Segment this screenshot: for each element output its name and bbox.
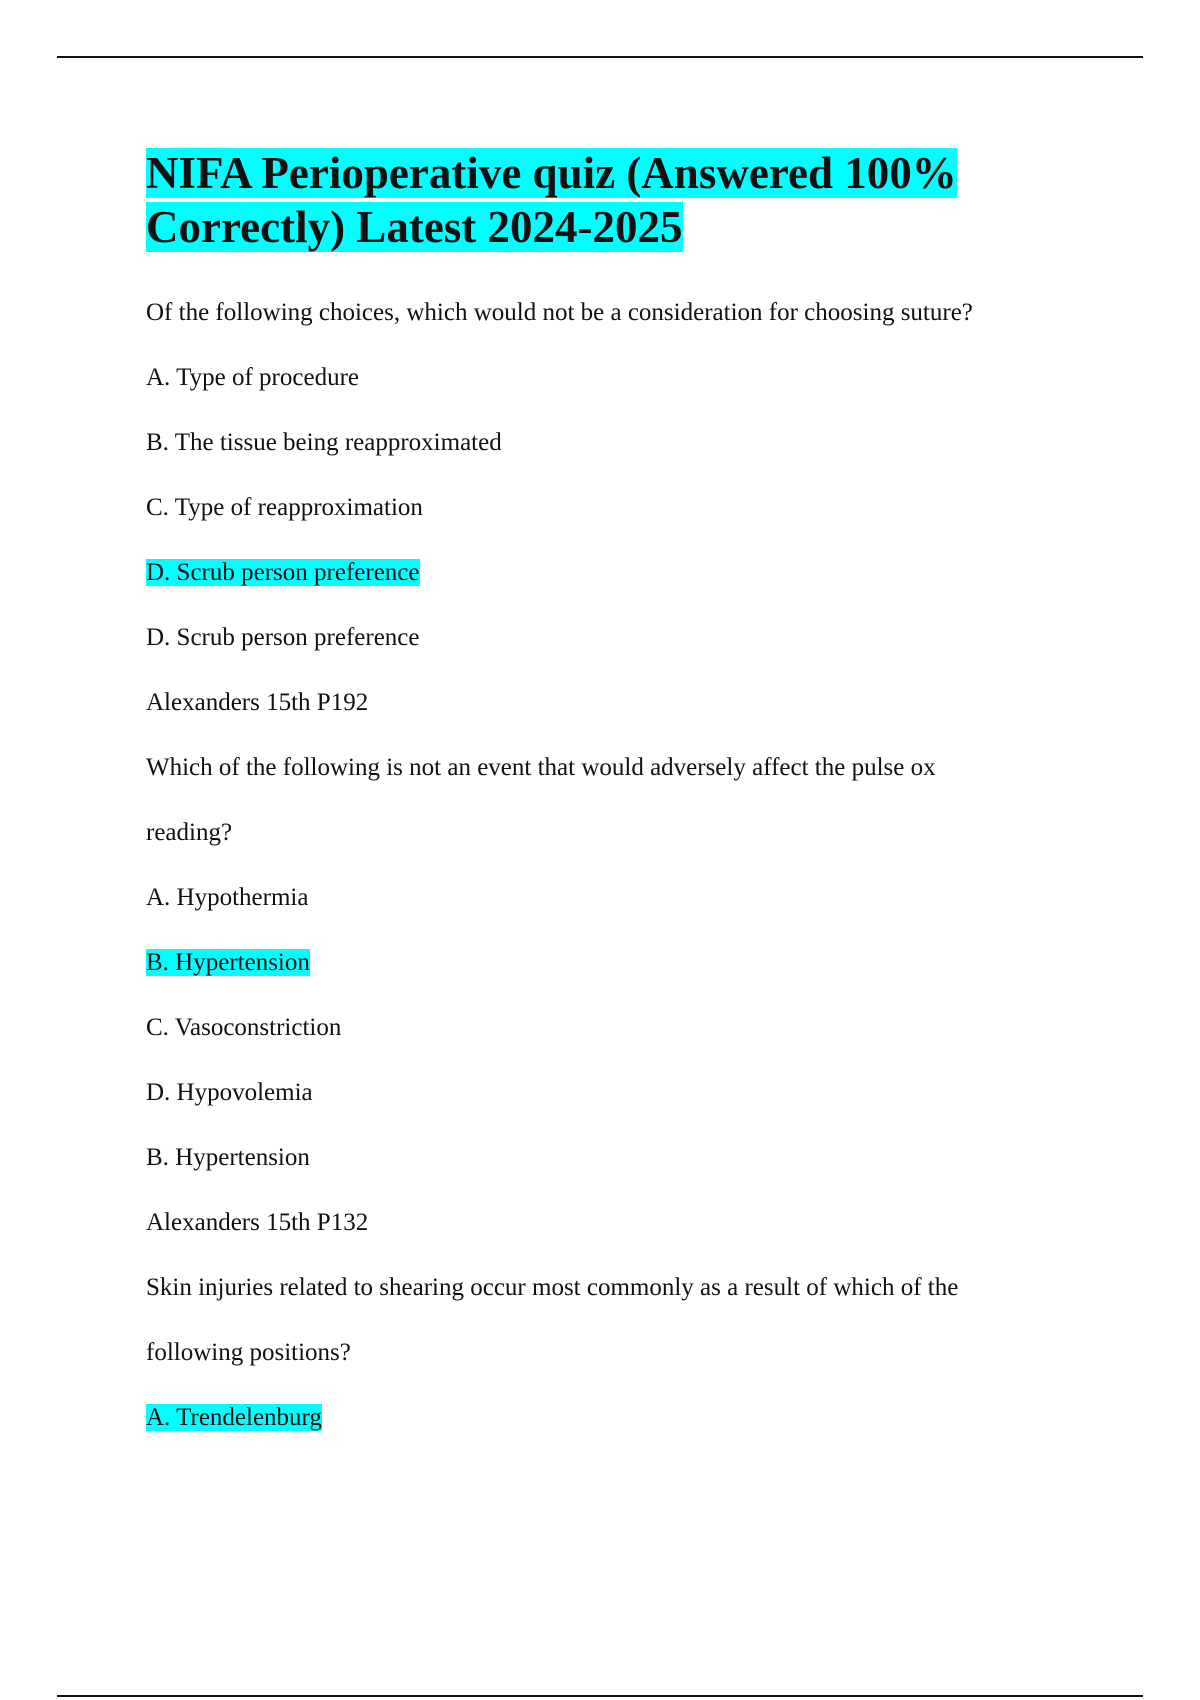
question-2-answer: B. Hypertension	[146, 1144, 310, 1171]
title-line-2: Correctly) Latest 2024-2025	[146, 202, 683, 252]
question-2-option-b-highlighted: B. Hypertension	[146, 949, 310, 976]
question-3-option-a-highlighted: A. Trendelenburg	[146, 1404, 322, 1431]
document-title	[146, 146, 1106, 254]
document-body	[146, 146, 1106, 1450]
bottom-rule	[57, 1695, 1143, 1697]
question-2-option-d: D. Hypovolemia	[146, 1079, 313, 1106]
question-2-option-a: A. Hypothermia	[146, 884, 309, 911]
question-3-text: Skin injuries related to shearing occur most commonly as a result of which of the	[146, 1274, 959, 1301]
question-1-option-d-highlighted: D. Scrub person preference	[146, 559, 420, 586]
question-2-text-continued: reading?	[146, 819, 233, 846]
title-line-1: NIFA Perioperative quiz (Answered 100%	[146, 148, 957, 198]
question-3-text-continued: following positions?	[146, 1339, 351, 1366]
top-rule	[57, 56, 1143, 58]
question-1-answer: D. Scrub person preference	[146, 624, 420, 651]
question-1-option-c: C. Type of reapproximation	[146, 494, 423, 521]
question-1-option-a: A. Type of procedure	[146, 364, 359, 391]
question-2-option-c: C. Vasoconstriction	[146, 1014, 342, 1041]
question-1-reference: Alexanders 15th P192	[146, 689, 369, 716]
question-2-text: Which of the following is not an event that would adversely affect the pulse ox	[146, 754, 936, 781]
question-1-option-b: B. The tissue being reapproximated	[146, 429, 502, 456]
question-1-text: Of the following choices, which would not be a consideration for choosing suture?	[146, 299, 973, 326]
question-2-reference: Alexanders 15th P132	[146, 1209, 369, 1236]
